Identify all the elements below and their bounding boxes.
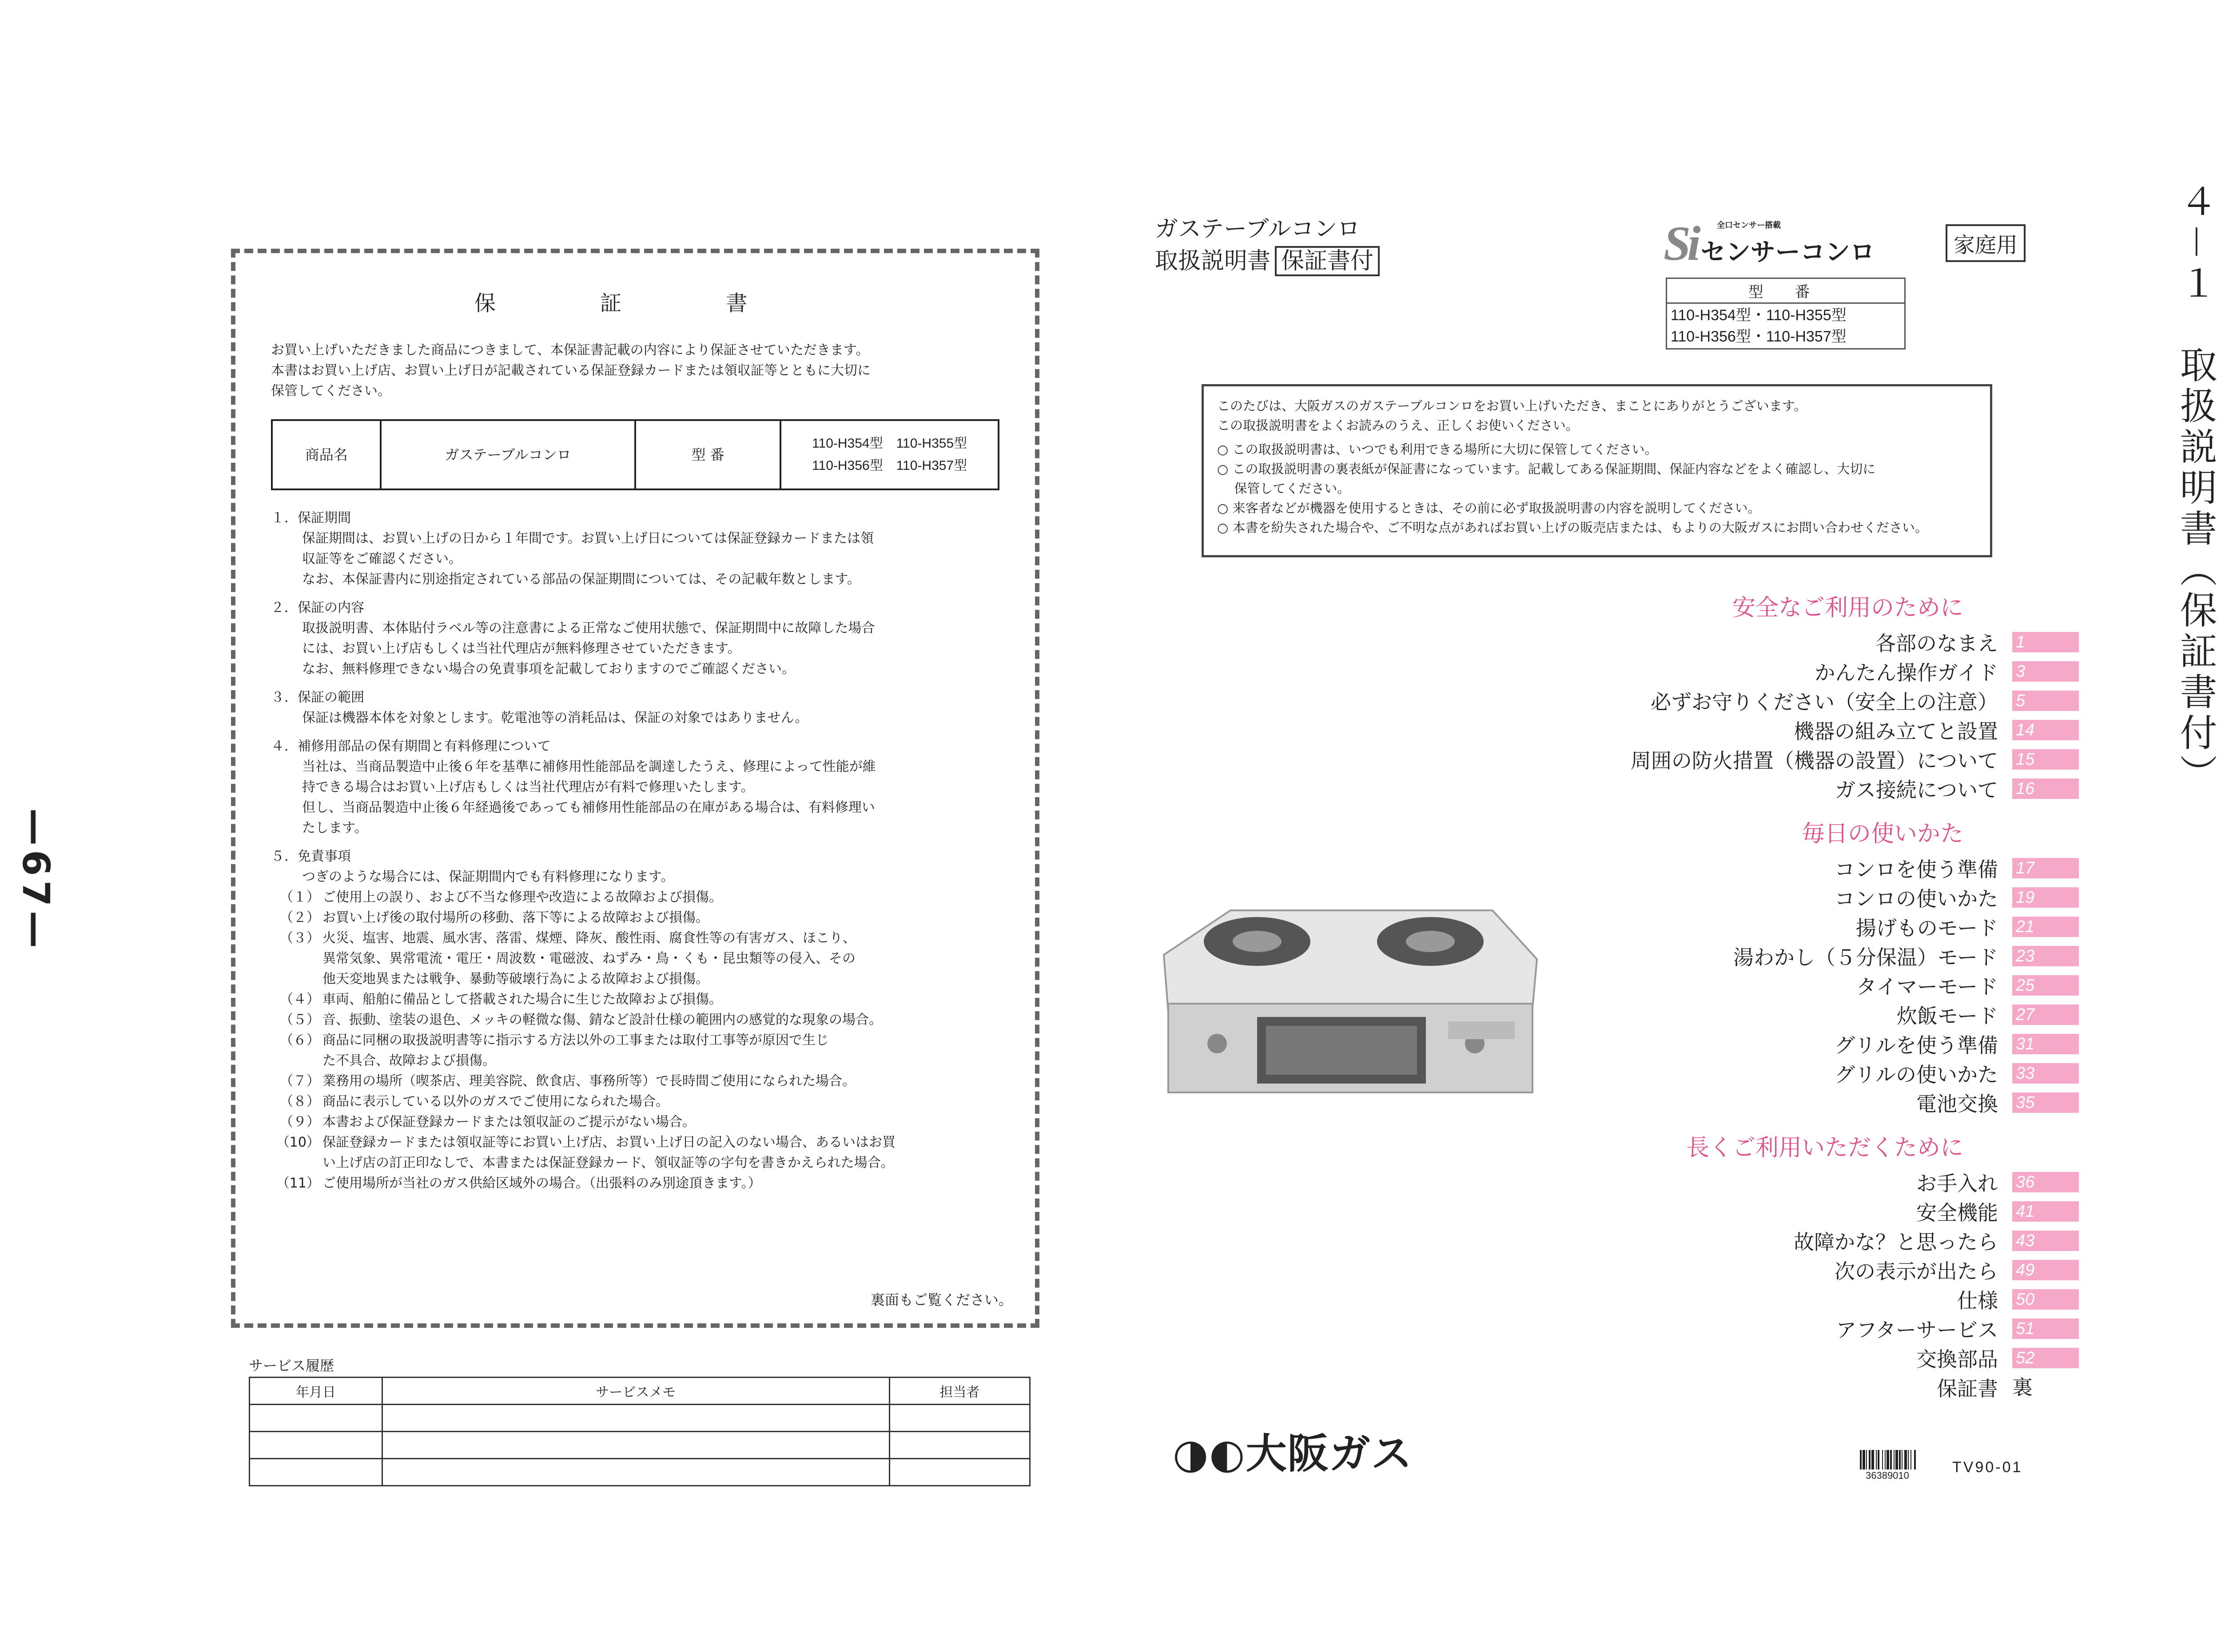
model-header: 型 番	[1667, 278, 1905, 303]
toc-item-label: 周囲の防火措置（機器の設置）について	[1630, 749, 1998, 773]
toc-item-label: アフターサービス	[1836, 1318, 1998, 1342]
exemption-list	[271, 887, 999, 1194]
barcode-icon	[1859, 1450, 1948, 1471]
toc-item	[1590, 745, 2079, 774]
toc-page-number: 裏	[2012, 1375, 2033, 1399]
exemption-item	[271, 1132, 999, 1173]
product-value: ガステーブルコンロ	[381, 420, 635, 489]
logo-tagline: 全口センサー搭載	[1717, 221, 1781, 230]
section-line: 保証は機器本体を対象とします。乾電池等の消耗品は、保証の対象ではありません。	[302, 710, 808, 726]
toc-item	[1590, 1088, 2079, 1117]
notice-box	[1202, 384, 1992, 557]
toc-heading: 長くご利用いただくために	[1686, 1135, 1963, 1161]
exemption-number: （９）	[280, 1114, 320, 1130]
section-line: 当社は、当商品製造中止後６年を基準に補修用性能部品を調達したうえ、修理によって性能が維	[302, 759, 876, 774]
section-line: なお、無料修理できない場合の免責事項を記載しておりますのでご確認ください。	[302, 661, 795, 677]
exemption-number: （11）	[276, 1175, 320, 1191]
exemption-number: （７）	[280, 1073, 320, 1089]
exemption-line: 車両、船舶に備品として搭載された場合に生じた故障および損傷。	[322, 992, 722, 1007]
section-line: なお、本保証書内に別途指定されている部品の保証期間については、その記載年数とします。	[302, 572, 860, 587]
osaka-gas-logo	[1173, 1421, 1413, 1480]
section-line: 但し、当商品製造中止後６年経過後であっても補修用性能部品の在庫がある場合は、有料修理い	[302, 800, 875, 815]
toc-item-label: コンロを使う準備	[1835, 858, 1998, 882]
toc-page-number: 19	[2012, 887, 2079, 908]
exemption-number: （４）	[280, 992, 320, 1007]
title-line: ガステーブルコンロ	[1155, 216, 1361, 242]
model-line: 110-H356型 110-H357型	[812, 458, 967, 473]
section-line: には、お買い上げ店もしくは当社代理店が無料修理させていただきます。	[302, 641, 741, 656]
exemption-line: ご使用上の誤り、および不当な修理や改造による故障および損傷。	[322, 890, 722, 905]
table-of-contents	[1590, 577, 2079, 1402]
toc-page-number: 14	[2012, 720, 2079, 740]
toc-item	[1590, 1000, 2079, 1029]
toc-page-number: 52	[2012, 1348, 2079, 1368]
intro-line: 本書はお買い上げ店、お買い上げ日が記載されている保証登録カードまたは領収証等とともに大切に	[271, 363, 871, 378]
product-label: 商品名	[272, 420, 381, 489]
notice-line: ○ 来客者などが機器を使用するときは、その前に必ず取扱説明書の内容を説明してください。	[1217, 500, 1761, 516]
exemption-line: ご使用場所が当社のガス供給区域外の場合。（出張料のみ別途頂きます。）	[322, 1175, 761, 1191]
toc-item	[1590, 774, 2079, 803]
model-line: 110-H356型・110-H357型	[1671, 328, 1847, 345]
warranty-sections	[271, 508, 999, 887]
toc-item-label: グリルの使いかた	[1835, 1063, 1998, 1087]
exemption-item	[271, 989, 999, 1010]
toc-item-label: 揚げものモード	[1855, 916, 1998, 940]
exemption-line: 他天変地異または戦争、暴動等破壊行為による故障および損傷。	[322, 971, 709, 987]
col-date: 年月日	[250, 1378, 382, 1405]
exemption-line: い上げ店の訂正印なしで、本書または保証登録カード、領収証等の字句を書きかえられた場合。	[322, 1155, 894, 1171]
exemption-number: （10）	[276, 1135, 320, 1150]
toc-page-number: 50	[2012, 1289, 2079, 1310]
warranty-section	[271, 736, 999, 838]
toc-item	[1590, 1029, 2079, 1059]
col-memo: サービスメモ	[382, 1378, 889, 1405]
toc-item-label: 仕様	[1957, 1289, 1998, 1313]
table-row	[250, 1459, 1030, 1486]
home-use-badge: 家庭用	[1946, 224, 2026, 262]
toc-item	[1590, 1168, 2079, 1197]
section-line: 持できる場合はお買い上げ店もしくは当社代理店が有料で修理いたします。	[302, 779, 754, 795]
toc-item-label: かんたん操作ガイド	[1815, 661, 1998, 685]
section-line: たします。	[302, 820, 368, 836]
toc-item	[1590, 657, 2079, 686]
model-line: 110-H354型 110-H355型	[812, 436, 967, 451]
exemption-number: （６）	[280, 1032, 320, 1048]
toc-item	[1590, 971, 2079, 1000]
warranty-section	[271, 846, 999, 887]
toc-item-label: 次の表示が出たら	[1835, 1259, 1998, 1283]
product-table	[271, 419, 999, 490]
exemption-number: （２）	[280, 910, 320, 925]
toc-page-number: 23	[2012, 946, 2079, 966]
catalog-code: TV90-01	[1952, 1459, 2023, 1476]
page-number: —67—	[14, 808, 58, 953]
exemption-line: 商品に表示している以外のガスでご使用になられた場合。	[322, 1094, 669, 1109]
exemption-item	[271, 1112, 999, 1132]
notice-line: ○ この取扱説明書は、いつでも利用できる場所に大切に保管してください。	[1217, 442, 1658, 457]
exemption-line: お買い上げ後の取付場所の移動、落下等による故障および損傷。	[322, 910, 709, 925]
intro-line: 保管してください。	[271, 383, 391, 399]
exemption-line: 音、振動、塗装の退色、メッキの軽微な傷、錆など設計仕様の範囲内の感覚的な現象の場合。	[322, 1012, 882, 1028]
exemption-number: （５）	[280, 1012, 320, 1028]
exemption-item	[271, 887, 999, 908]
toc-page-number: 31	[2012, 1034, 2079, 1054]
exemption-item	[271, 1173, 999, 1194]
toc-item-label: コンロの使いかた	[1835, 887, 1998, 911]
toc-page-number: 49	[2012, 1260, 2079, 1280]
section-heading: １．保証期間	[271, 510, 351, 526]
toc-item-label: 炊飯モード	[1896, 1004, 1998, 1028]
notice-line: このたびは、大阪ガスのガステーブルコンロをお買い上げいただき、まことにありがとうございます。	[1217, 398, 1807, 413]
exemption-line: 商品に同梱の取扱説明書等に指示する方法以外の工事または取付工事等が原因で生じ	[322, 1032, 829, 1048]
toc-item	[1590, 912, 2079, 941]
toc-page-number: 25	[2012, 975, 2079, 996]
toc-item	[1590, 1314, 2079, 1343]
title-line-2	[1155, 245, 1380, 277]
toc-item	[1590, 1373, 2079, 1402]
toc-item-label: 機器の組み立てと設置	[1794, 719, 1998, 743]
toc-item-label: 故障かな？と思ったら	[1794, 1230, 1998, 1254]
toc-page-number: 51	[2012, 1318, 2079, 1339]
exemption-item	[271, 928, 999, 989]
toc-item-label: タイマーモード	[1856, 975, 1998, 999]
toc-page-number: 33	[2012, 1063, 2079, 1084]
toc-item-label: 電池交換	[1916, 1092, 1998, 1116]
sensor-konro-logo	[1664, 215, 1875, 272]
section-line: 収証等をご確認ください。	[302, 551, 462, 567]
toc-page-number: 41	[2012, 1201, 2079, 1222]
toc-heading: 毎日の使いかた	[1801, 821, 1963, 847]
model-label: 型 番	[635, 420, 780, 489]
toc-item	[1590, 627, 2079, 657]
exemption-line: 本書および保証登録カードまたは領収証のご提示がない場合。	[322, 1114, 696, 1130]
toc-page-number: 3	[2012, 661, 2079, 682]
toc-item	[1590, 1059, 2079, 1088]
table-row	[250, 1432, 1030, 1459]
warranty-badge: 保証書付	[1275, 246, 1380, 276]
exemption-number: （１）	[280, 890, 320, 905]
section-title: ４－１ 取扱説明書（保証書付）	[2174, 182, 2217, 795]
section-line: つぎのような場合には、保証期間内でも有料修理になります。	[302, 869, 674, 885]
toc-item-label: 交換部品	[1916, 1347, 1998, 1371]
exemption-number: （８）	[280, 1094, 320, 1109]
exemption-item	[271, 1092, 999, 1112]
section-heading: ２．保証の内容	[271, 600, 364, 616]
model-number-box	[1666, 278, 1906, 349]
model-value	[780, 420, 999, 489]
toc-item-label: ガス接続について	[1835, 778, 1998, 802]
toc-page-number: 15	[2012, 749, 2079, 770]
toc-page-number: 36	[2012, 1172, 2079, 1192]
warranty-section	[271, 508, 999, 590]
toc-item	[1590, 686, 2079, 715]
toc-item	[1590, 715, 2079, 745]
toc-item	[1590, 1285, 2079, 1314]
service-history-title: サービス履歴	[249, 1357, 334, 1374]
exemption-item	[271, 1030, 999, 1071]
model-line: 110-H354型・110-H355型	[1671, 307, 1847, 324]
exemption-item	[271, 1071, 999, 1092]
intro-line: お買い上げいただきました商品につきまして、本保証書記載の内容により保証させていただきます。	[271, 342, 869, 358]
company-name: 大阪ガス	[1246, 1430, 1413, 1477]
service-history-table	[249, 1377, 1031, 1486]
toc-page-number: 1	[2012, 632, 2079, 652]
toc-item	[1590, 941, 2079, 971]
notice-line: ○ 本書を紛失された場合や、ご不明な点があればお買い上げの販売店または、もよりの大阪ガスにお問い合わせください。	[1217, 520, 1928, 535]
si-mark: Si	[1664, 216, 1697, 270]
toc-page-number: 43	[2012, 1231, 2079, 1251]
table-row	[250, 1405, 1030, 1432]
section-heading: ３．保証の範囲	[271, 690, 364, 705]
back-note: 裏面もご覧ください。	[870, 1291, 1013, 1308]
toc-item-label: 湯わかし（５分保温）モード	[1733, 945, 1998, 969]
notice-line: ○ この取扱説明書の裏表紙が保証書になっています。記載してある保証期間、保証内容などをよく確認し、大切に	[1217, 461, 1876, 477]
warranty-title: 保 証 書	[474, 291, 796, 316]
warranty-section	[271, 687, 999, 728]
toc-heading: 安全なご利用のために	[1732, 595, 1963, 621]
warranty-certificate	[231, 249, 1039, 1328]
exemption-line: 異常気象、異常電流・電圧・周波数・電磁波、ねずみ・鳥・くも・昆虫類等の侵入、その	[322, 951, 856, 966]
toc-page-number: 16	[2012, 778, 2079, 799]
warranty-intro	[271, 340, 999, 401]
toc-page-number: 21	[2012, 917, 2079, 937]
toc-item	[1590, 854, 2079, 883]
model-list	[1667, 303, 1905, 349]
exemption-line: 業務用の場所（喫茶店、理美容院、飲食店、事務所等）で長時間ご使用になられた場合。	[322, 1073, 856, 1089]
toc-item	[1590, 1343, 2079, 1373]
toc-item	[1590, 1226, 2079, 1255]
osaka-gas-mark-icon: ◑◐	[1173, 1430, 1246, 1477]
toc-item-label: 各部のなまえ	[1875, 631, 1998, 655]
notice-line: 保管してください。	[1217, 481, 1350, 496]
exemption-item	[271, 1010, 999, 1030]
section-line: 取扱説明書、本体貼付ラベル等の注意書による正常なご使用状態で、保証期間中に故障した場合	[302, 620, 875, 636]
section-heading: ５．免責事項	[271, 849, 351, 864]
exemption-line: た不具合、故障および損傷。	[322, 1053, 496, 1068]
toc-item-label: グリルを使う準備	[1835, 1033, 1998, 1057]
exemption-item	[271, 908, 999, 928]
toc-item	[1590, 883, 2079, 912]
toc-item	[1590, 1255, 2079, 1285]
exemption-line: 保証登録カードまたは領収証等にお買い上げ店、お買い上げ日の記入のない場合、あるいはお買	[322, 1135, 896, 1150]
barcode-number: 36389010	[1866, 1470, 1909, 1481]
toc-item-label: お手入れ	[1916, 1171, 1998, 1195]
toc-page-number: 35	[2012, 1092, 2079, 1113]
toc-page-number: 5	[2012, 691, 2079, 711]
toc-item-label: 保証書	[1937, 1377, 1998, 1401]
toc-page-number: 27	[2012, 1005, 2079, 1025]
toc-item-label: 必ずお守りください（安全上の注意）	[1651, 690, 1998, 714]
title-manual: 取扱説明書	[1155, 248, 1271, 274]
stove-illustration	[1155, 893, 1546, 1108]
warranty-section	[271, 598, 999, 679]
toc-item	[1590, 1197, 2079, 1226]
section-heading: ４．補修用部品の保有期間と有料修理について	[271, 739, 551, 754]
logo-name: センサーコンロ	[1700, 238, 1875, 267]
exemption-line: 火災、塩害、地震、風水害、落雷、煤煙、降灰、酸性雨、腐食性等の有害ガス、ほこり、	[322, 930, 856, 946]
notice-line: この取扱説明書をよくお読みのうえ、正しくお使いください。	[1217, 418, 1579, 433]
col-staff: 担当者	[889, 1378, 1030, 1405]
toc-item-label: 安全機能	[1916, 1201, 1998, 1225]
toc-page-number: 17	[2012, 858, 2079, 878]
section-line: 保証期間は、お買い上げの日から１年間です。お買い上げ日については保証登録カードまたは領	[302, 531, 874, 546]
exemption-number: （３）	[280, 930, 320, 946]
document-title	[1155, 213, 1380, 277]
